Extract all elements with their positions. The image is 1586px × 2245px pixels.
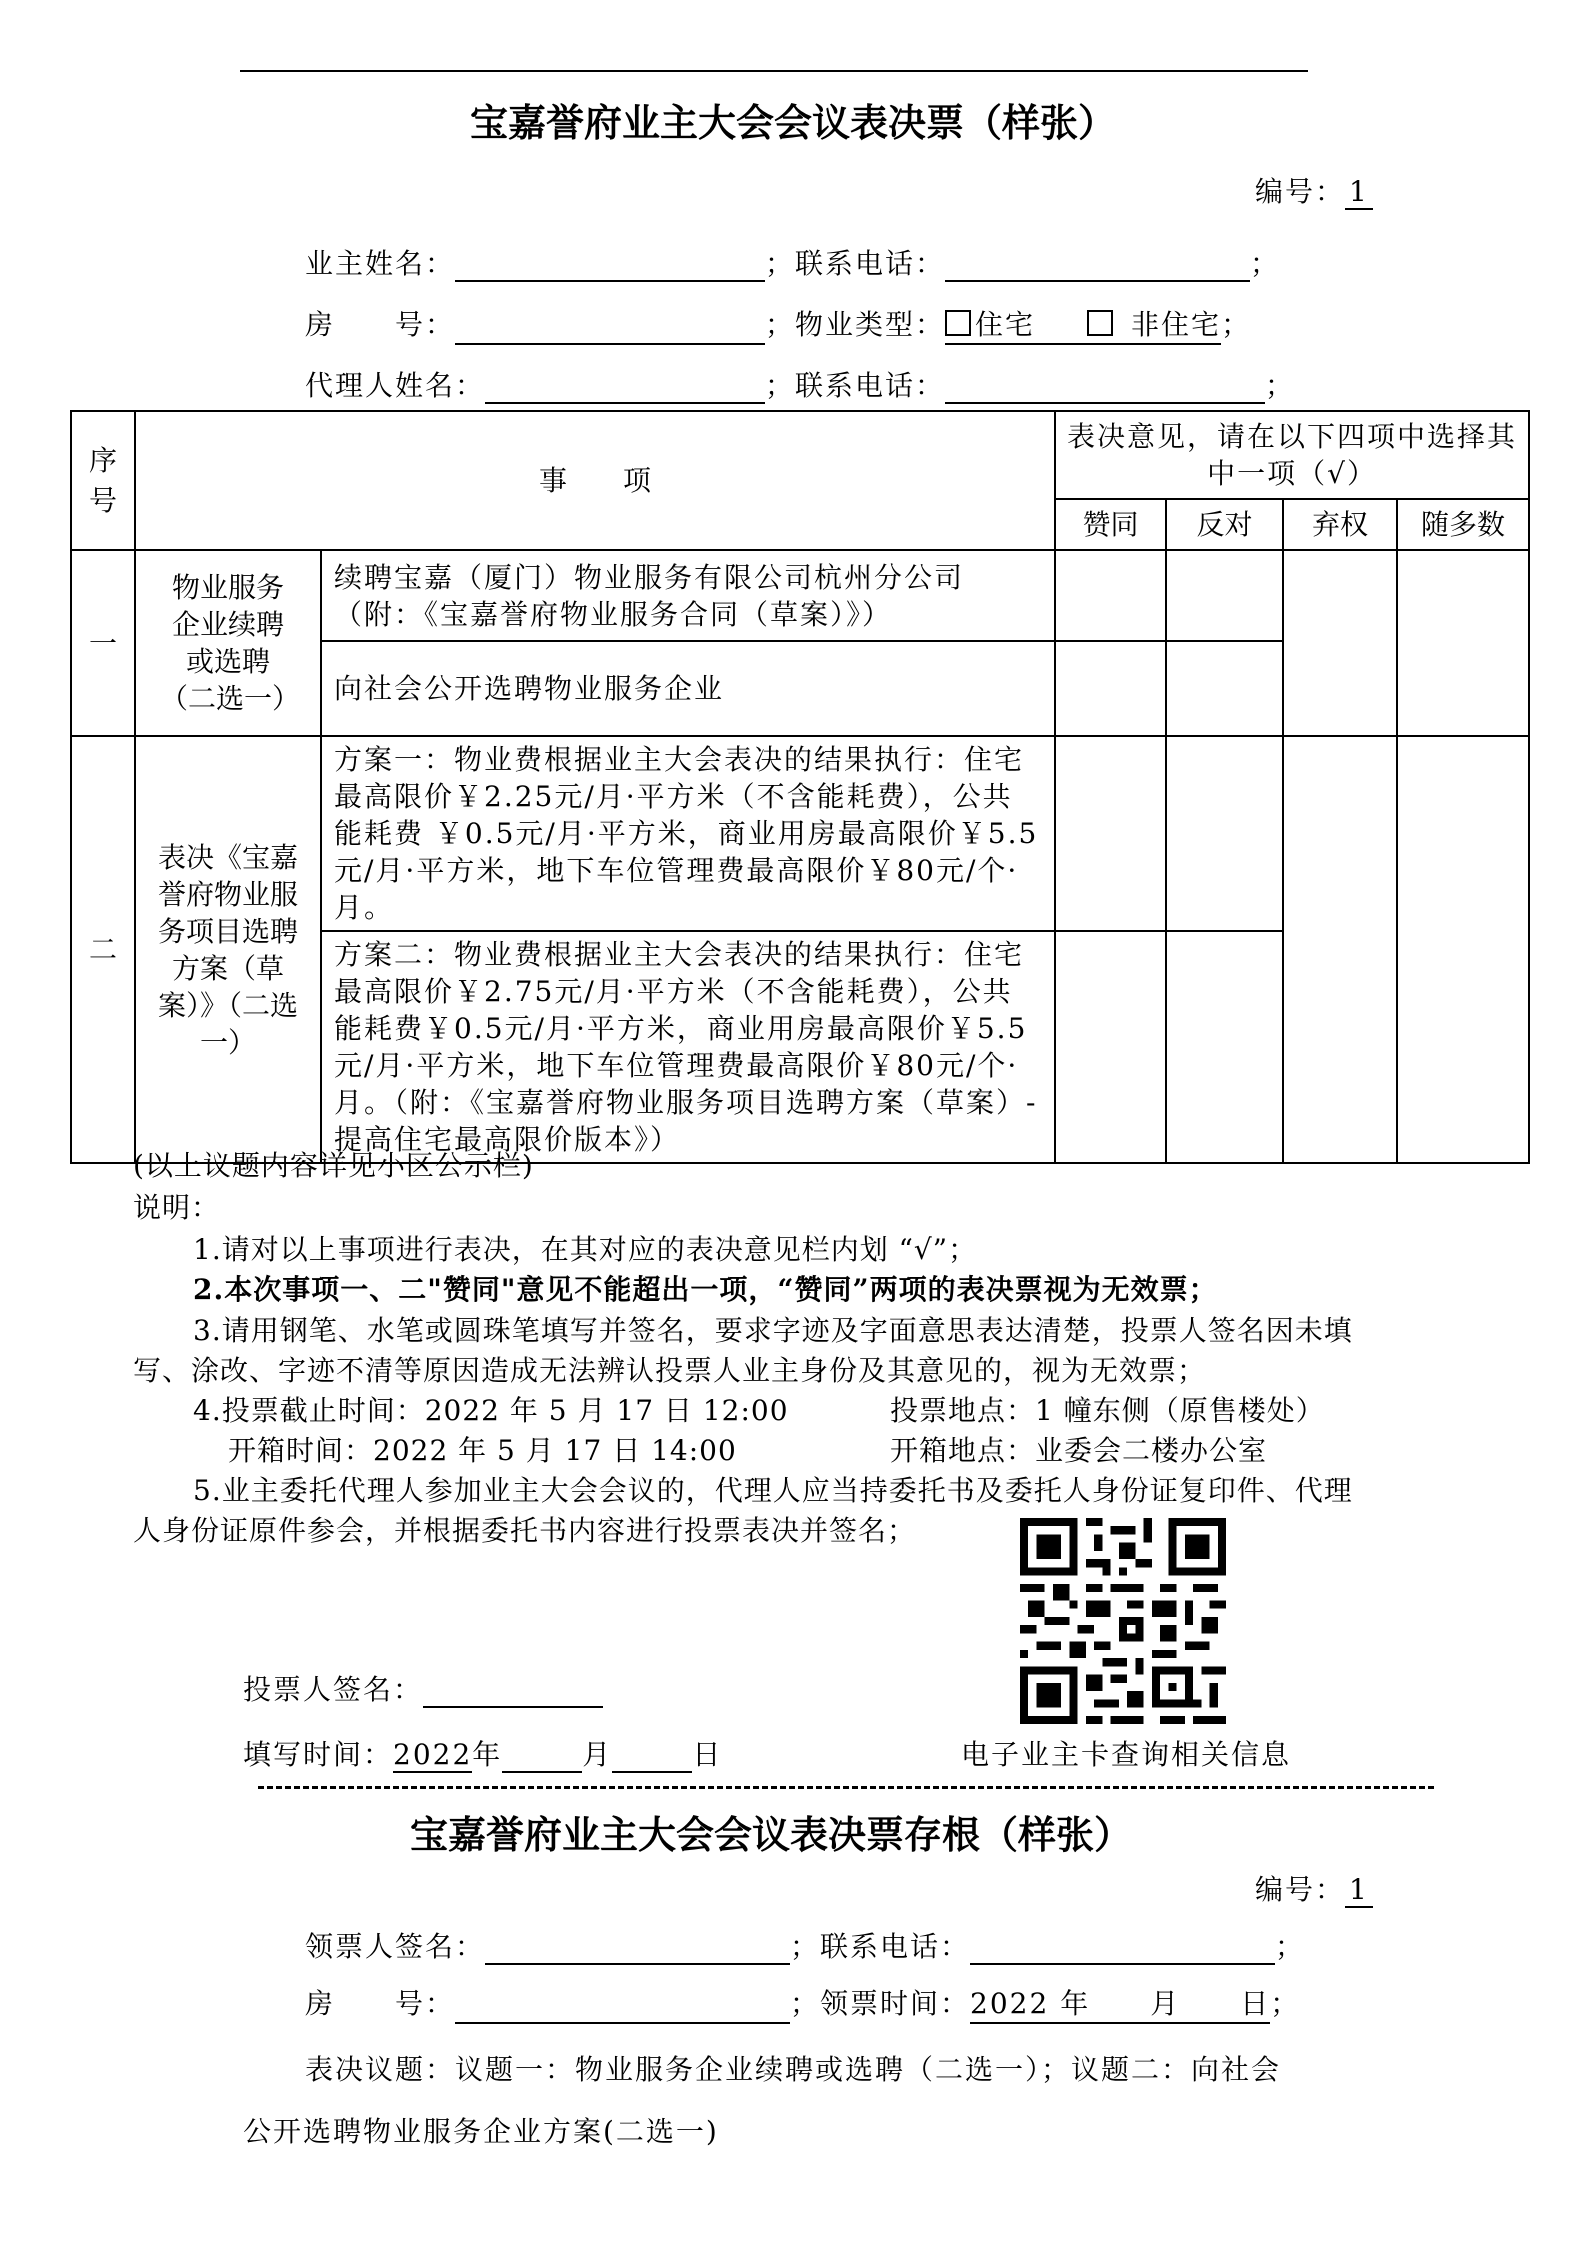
header-item: 事 项 [135,411,1055,550]
note-2: 2.本次事项一、二"赞同"意见不能超出一项，“赞同”两项的表决票视为无效票； [193,1273,1218,1306]
oppose-cell[interactable] [1166,736,1283,931]
owner-phone-field[interactable] [945,248,1250,282]
stub-receiver-field[interactable] [485,1931,790,1965]
abstain-cell[interactable] [1283,736,1397,1163]
oppose-cell[interactable] [1166,641,1283,736]
note-4-location: 投票地点：1 幢东侧（原售楼处） [890,1394,1325,1427]
fill-day-field[interactable] [612,1739,692,1773]
qr-code[interactable] [1020,1518,1226,1724]
property-type-label: ；物业类型： [765,308,946,341]
opinion-approve-header: 赞同 [1055,499,1166,550]
residential-checkbox[interactable] [945,310,971,336]
option-text: 方案一：物业费根据业主大会表决的结果执行：住宅最高限价￥2.25元/月·平方米（不含能耗费），公共能耗费 ￥0.5元/月·平方米，商业用房最高限价￥5.5元/月·平方米，地下车位管理费最高限价￥80元/个·月。 [321,736,1055,931]
note-4-open-time: 开箱时间：2022 年 5 月 17 日 14:00 [228,1434,737,1467]
fill-year: 2022 [393,1738,473,1771]
agent-row: 代理人姓名： ；联系电话： ； [305,369,1296,402]
voter-signature-row [243,1668,603,1708]
agent-phone-field[interactable] [945,370,1265,404]
approve-cell[interactable] [1055,550,1166,641]
approve-cell[interactable] [1055,641,1166,736]
owner-row: 业主姓名： ；联系电话： ； [305,247,1281,280]
note-3a: 3.请用钢笔、水笔或圆珠笔填写并签名，要求字迹及字面意思表达清楚，投票人签名因未填 [193,1314,1353,1347]
voter-signature-label: 投票人签名： [243,1673,424,1706]
note-4-deadline: 4.投票截止时间：2022 年 5 月 17 日 12:00 [193,1394,789,1427]
abstain-cell[interactable] [1283,550,1397,736]
stub-phone-label: ；联系电话： [790,1930,971,1963]
opinion-majority-header: 随多数 [1397,499,1529,550]
note-1: 1.请对以上事项进行表决，在其对应的表决意见栏内划 “√”； [193,1233,978,1266]
stub-title: 宝嘉誉府业主大会会议表决票存根（样张） [409,1813,1132,1857]
stub-topics-line1: 表决议题：议题一：物业服务企业续聘或选聘（二选一）；议题二：向社会 [305,2053,1282,2086]
notes-heading: 说明： [133,1191,221,1224]
oppose-cell[interactable] [1166,931,1283,1163]
option-text: 方案二：物业费根据业主大会表决的结果执行：住宅最高限价￥2.75元/月·平方米（不含能耗费），公共能耗费￥0.5元/月·平方米，商业用房最高限价￥5.5元/月·平方米，地下车位管理费最高限价￥80元/个·月。（附：《宝嘉誉府物业服务项目选聘方案（草案）-提高住宅最高限价版本》） [321,931,1055,1163]
property-type-options: 住宅 非住宅 [945,303,1221,345]
oppose-cell[interactable] [1166,550,1283,641]
voter-signature-field[interactable] [423,1674,603,1708]
fill-month-field[interactable] [502,1739,582,1773]
row-seq: 一 [71,550,135,736]
majority-cell[interactable] [1397,736,1529,1163]
room-field[interactable] [455,311,765,345]
header-seq: 序号 [71,411,135,550]
stub-number: 编号： 1 [1255,1868,1373,1908]
row-seq: 二 [71,736,135,1163]
approve-cell[interactable] [1055,931,1166,1163]
stub-room-row: 房 号： ；领票时间：2022 年 月 日； [305,1982,1300,2024]
fill-time-row: 填写时间：2022年 月 日 [243,1738,723,1771]
owner-name-label: 业主姓名： [305,247,456,280]
top-rule [240,70,1308,72]
approve-cell[interactable] [1055,736,1166,931]
ballot-number: 编号： 1 [1255,170,1373,210]
note-5a: 5.业主委托代理人参加业主大会会议的，代理人应当持委托书及委托人身份证复印件、代理 [193,1474,1353,1507]
bulletin-note: (以上议题内容详见小区公示栏) [133,1149,534,1182]
ballot-number-value: 1 [1345,175,1373,210]
note-5b: 人身份证原件参会，并根据委托书内容进行投票表决并签名； [133,1514,917,1547]
header-opinion: 表决意见，请在以下四项中选择其中一项（√） [1055,411,1529,499]
voting-table [70,410,1530,1164]
stub-phone-field[interactable] [970,1931,1275,1965]
room-label: 房 号： [305,308,456,341]
stub-time-label: ；领票时间： [790,1987,971,2020]
stub-time-field[interactable]: 2022 年 月 日 [970,1982,1270,2024]
fill-time-label: 填写时间： [243,1738,394,1771]
agent-phone-label: ；联系电话： [765,369,946,402]
option-text: 续聘宝嘉（厦门）物业服务有限公司杭州分公司（附：《宝嘉誉府物业服务合同（草案）》） [321,550,1055,641]
room-row: 房 号： ；物业类型： 住宅 非住宅； [305,303,1251,345]
owner-name-field[interactable] [455,248,765,282]
ballot-title: 宝嘉誉府业主大会会议表决票（样张） [469,101,1116,145]
stub-receiver-label: 领票人签名： [305,1930,486,1963]
stub-number-value: 1 [1345,1873,1373,1908]
opinion-abstain-header: 弃权 [1283,499,1397,550]
tear-line [258,1786,1434,1789]
note-3b: 写、涂改、字迹不清等原因造成无法辨认投票人业主身份及其意见的，视为无效票； [133,1354,1207,1387]
row-topic: 物业服务企业续聘或选聘（二选一） [135,550,321,736]
opinion-oppose-header: 反对 [1166,499,1283,550]
agent-name-field[interactable] [485,370,765,404]
option-text: 向社会公开选聘物业服务企业 [321,641,1055,736]
stub-room-field[interactable] [455,1990,790,2024]
non-residential-checkbox[interactable] [1087,310,1113,336]
agent-name-label: 代理人姓名： [305,369,486,402]
stub-room-label: 房 号： [305,1987,456,2020]
majority-cell[interactable] [1397,550,1529,736]
stub-receiver-row: 领票人签名： ；联系电话： ； [305,1930,1306,1963]
row-topic: 表决《宝嘉誉府物业服务项目选聘方案（草案）》（二选一） [135,736,321,1163]
owner-phone-label: ；联系电话： [765,247,946,280]
qr-caption: 电子业主卡查询相关信息 [961,1738,1292,1771]
stub-topics-line2: 公开选聘物业服务企业方案(二选一) [243,2115,719,2148]
note-4-open-place: 开箱地点：业委会二楼办公室 [890,1434,1268,1467]
